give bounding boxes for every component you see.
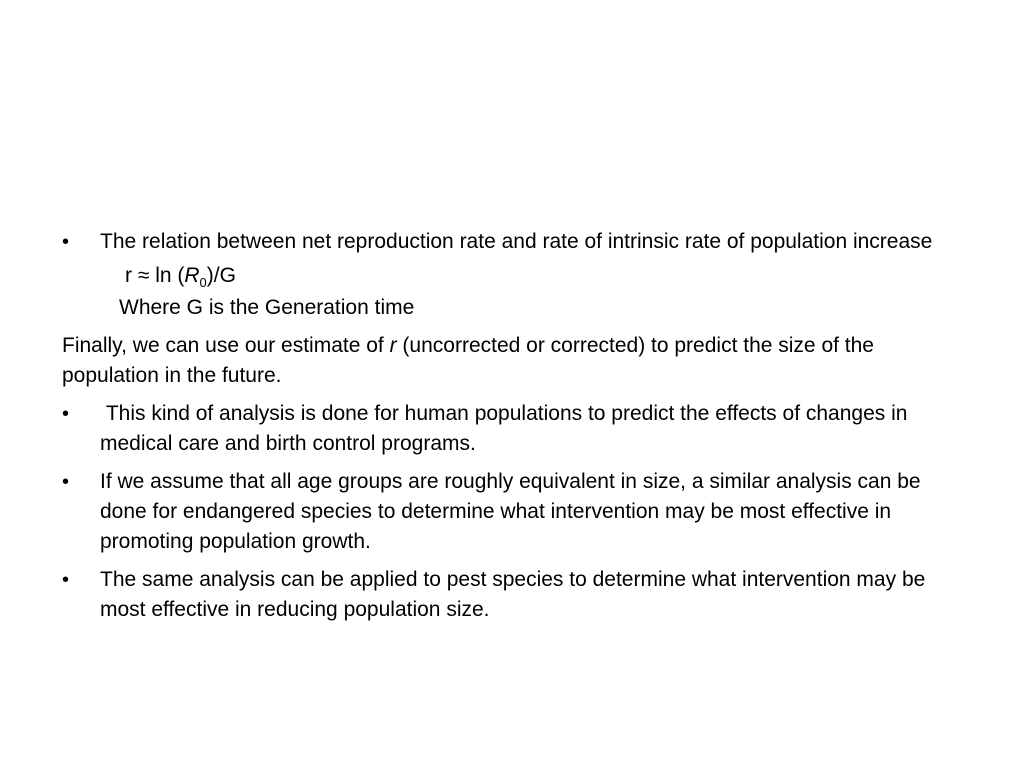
paragraph-text-end: (uncorrected or corrected) to predict the size of the population in the future. bbox=[62, 334, 874, 387]
bullet-icon: • bbox=[62, 403, 70, 425]
bullet-item-relation bbox=[62, 227, 962, 257]
bullet-icon: • bbox=[62, 471, 70, 493]
bullet-text: This kind of analysis is done for human populations to predict the effects of changes in medical care and birth control programs. bbox=[100, 402, 914, 455]
bullet-text: If we assume that all age groups are roughly equivalent in size, a similar analysis can be done for endangered species to determine what intervention may be most effective in promoting population growth. bbox=[100, 470, 921, 553]
formula-suffix: )/G bbox=[206, 264, 236, 287]
formula bbox=[62, 261, 962, 291]
bullet-text: The same analysis can be applied to pest species to determine what intervention may be most effective in reducing population size. bbox=[100, 568, 926, 621]
formula-definition: Where G is the Generation time bbox=[119, 296, 415, 319]
paragraph-estimate bbox=[62, 331, 962, 391]
bullet-icon: • bbox=[62, 569, 70, 591]
bullet-item-endangered bbox=[62, 467, 962, 557]
slide-body bbox=[62, 227, 962, 633]
formula-prefix: r ≈ ln ( bbox=[125, 264, 185, 287]
formula-subscript: 0 bbox=[199, 275, 207, 291]
bullet-item-human bbox=[62, 399, 962, 459]
bullet-icon: • bbox=[62, 231, 70, 253]
formula-variable: R bbox=[184, 264, 200, 287]
bullet-item-pest bbox=[62, 565, 962, 625]
paragraph-italic-r: r bbox=[389, 334, 397, 357]
bullet-text: The relation between net reproduction rate and rate of intrinsic rate of population increase bbox=[100, 230, 933, 253]
paragraph-text-start: Finally, we can use our estimate of bbox=[62, 334, 390, 357]
